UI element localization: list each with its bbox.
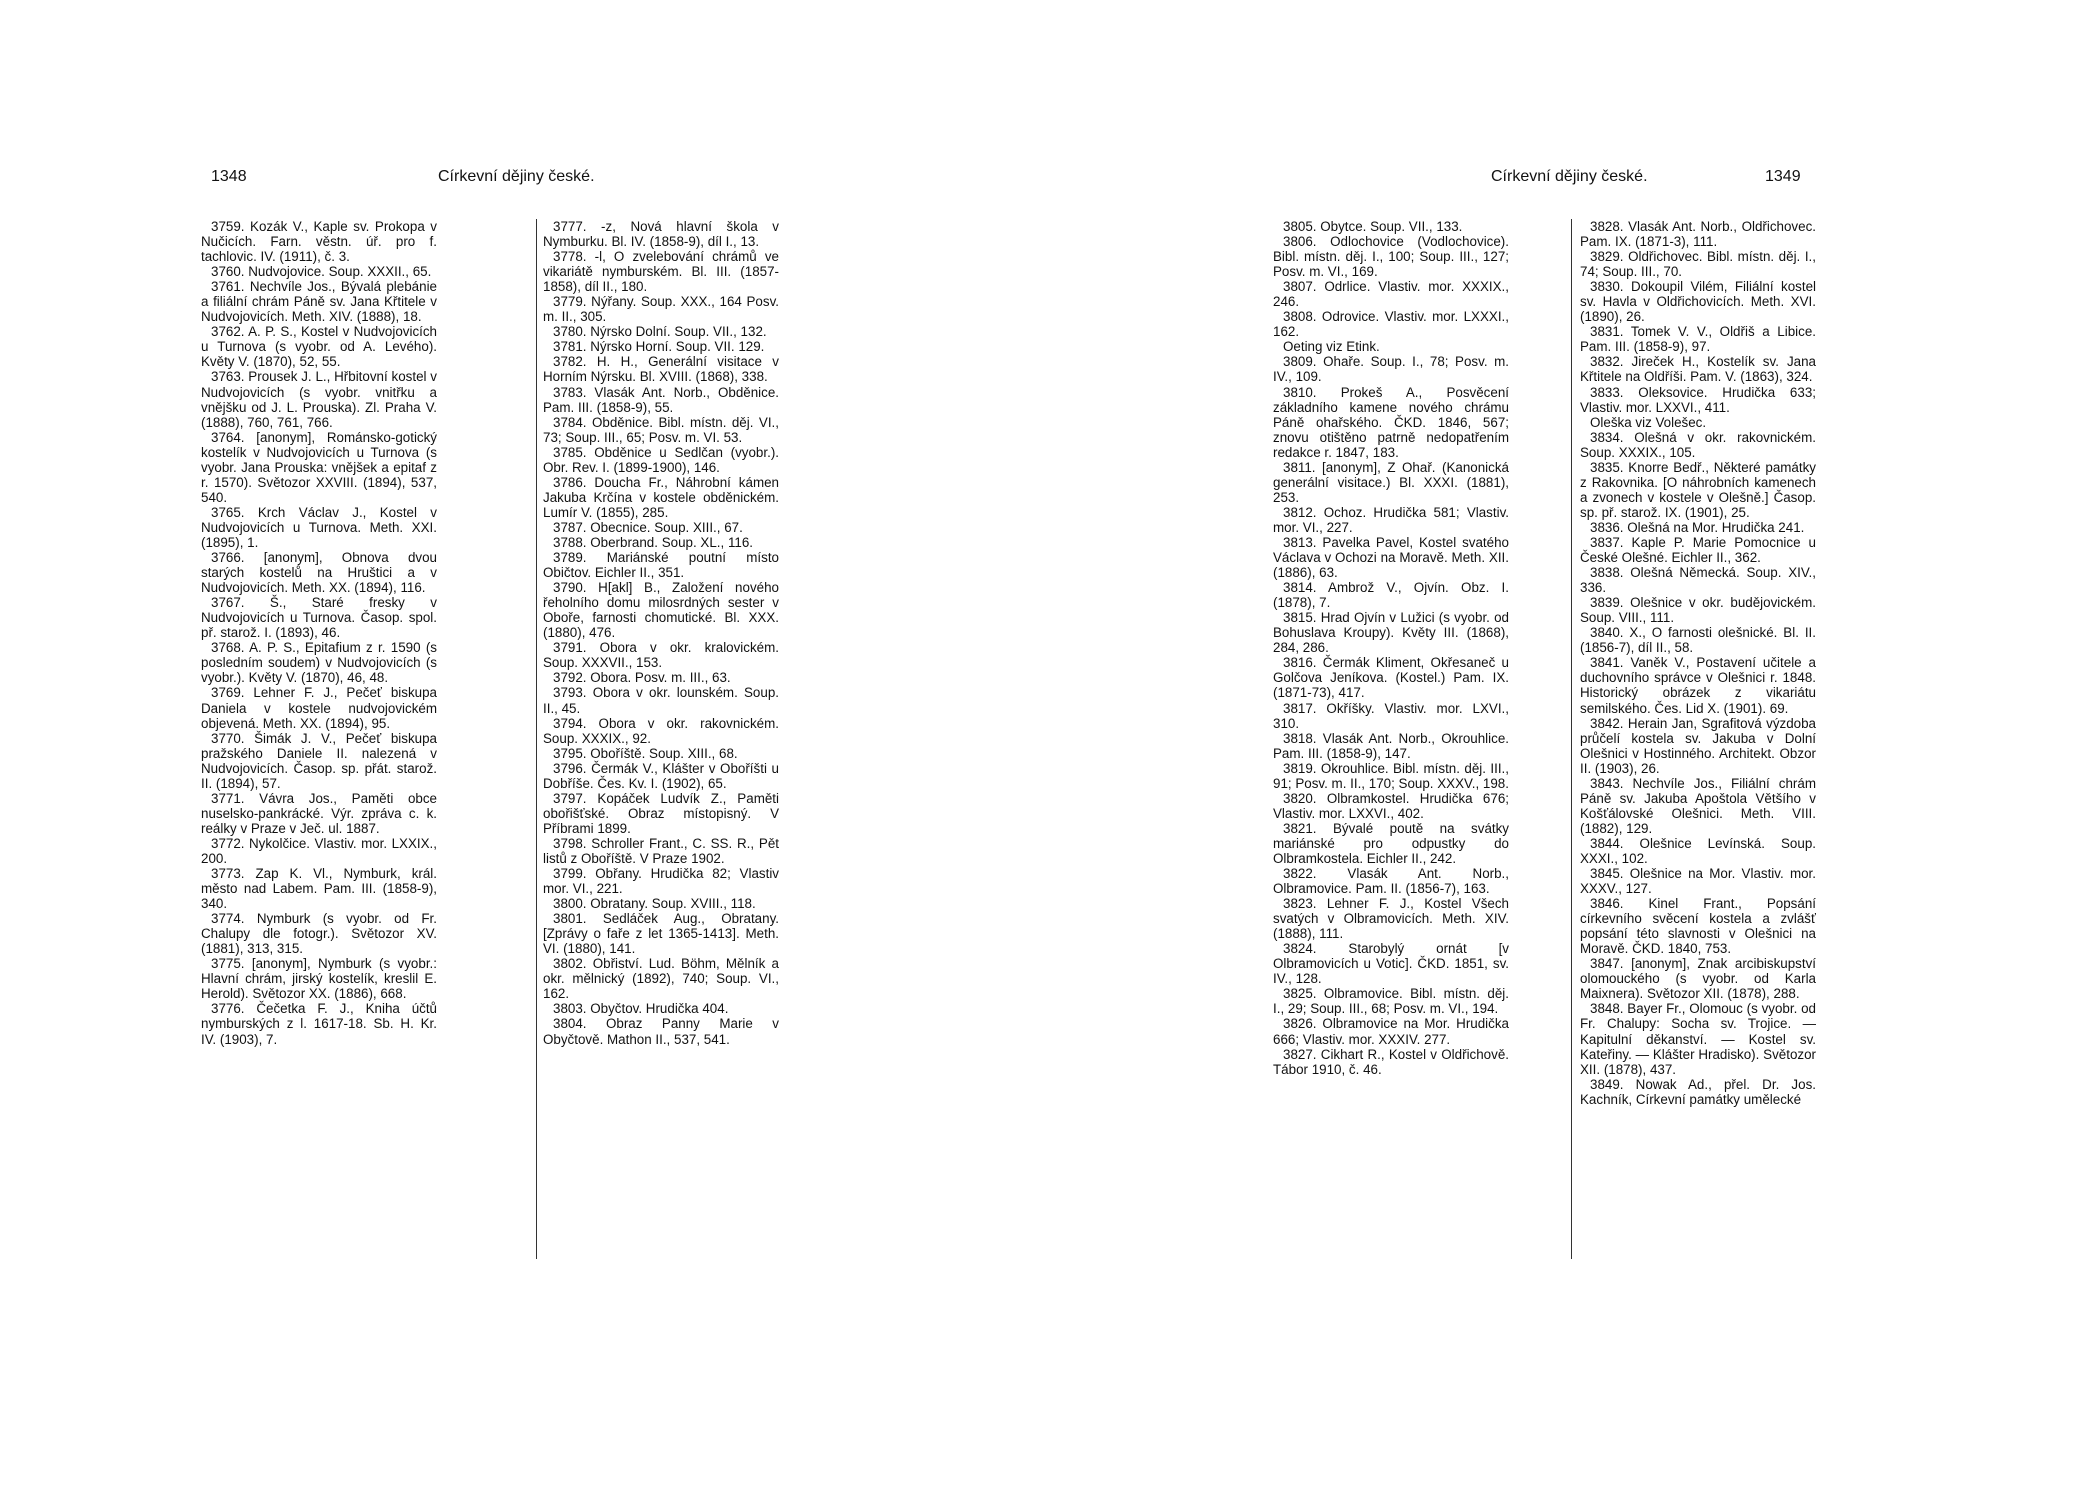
bibliography-entry: 3843. Nechvíle Jos., Filiální chrám Páně sv. Jakuba Apoštola Většího v Košťálovské Olešnici. Meth. VIII. (1882), 129. bbox=[1580, 775, 1816, 836]
bibliography-entry: 3844. Olešnice Levínská. Soup. XXXI., 102. bbox=[1580, 835, 1816, 866]
bibliography-entry: 3784. Obděnice. Bibl. místn. děj. VI., 73; Soup. III., 65; Posv. m. VI. 53. bbox=[543, 414, 779, 445]
bibliography-entry: 3832. Jireček H., Kostelík sv. Jana Křtitele na Oldříši. Pam. V. (1863), 324. bbox=[1580, 354, 1816, 385]
bibliography-entry: 3768. A. P. S., Epitafium z r. 1590 (s posledním soudem) v Nudvojovicích (s vyobr.). Květy V. (1870), 46, 48. bbox=[201, 640, 437, 686]
bibliography-entry: 3834. Olešná v okr. rakovnickém. Soup. XXXIX., 105. bbox=[1580, 429, 1816, 460]
bibliography-entry: 3797. Kopáček Ludvík Z., Paměti obořišťské. Obraz místopisný. V Příbrami 1899. bbox=[543, 790, 779, 836]
right-column-divider bbox=[1571, 219, 1572, 1259]
right-column-1 bbox=[1273, 219, 1509, 1259]
bibliography-entry: 3778. -l, O zvelebování chrámů ve vikariátě nymburském. Bl. III. (1857-1858), díl II., 180. bbox=[543, 249, 779, 295]
right-page bbox=[1048, 0, 2096, 1500]
bibliography-entry: 3792. Obora. Posv. m. III., 63. bbox=[553, 670, 731, 686]
bibliography-entry: 3838. Olešná Německá. Soup. XIV., 336. bbox=[1580, 565, 1816, 596]
left-page-number: 1348 bbox=[211, 168, 247, 185]
bibliography-entry: 3776. Čečetka F. J., Kniha účtů nymburských z l. 1617-18. Sb. H. Kr. IV. (1903), 7. bbox=[201, 1001, 437, 1047]
bibliography-entry: 3827. Cikhart R., Kostel v Oldřichově. Tábor 1910, č. 46. bbox=[1273, 1046, 1509, 1077]
bibliography-entry: 3765. Krch Václav J., Kostel v Nudvojovicích u Turnova. Meth. XXI. (1895), 1. bbox=[201, 504, 437, 550]
bibliography-entry: 3796. Čermák V., Klášter v Oboříšti u Dobříše. Čes. Kv. I. (1902), 65. bbox=[543, 760, 779, 791]
bibliography-entry: 3761. Nechvíle Jos., Bývalá plebánie a filiální chrám Páně sv. Jana Křtitele v Nudvojovicích. Meth. XIV. (1888), 18. bbox=[201, 279, 437, 325]
bibliography-entry: 3780. Nýrsko Dolní. Soup. VII., 132. bbox=[553, 324, 767, 340]
bibliography-entry: 3772. Nykolčice. Vlastiv. mor. LXXIX., 200. bbox=[201, 835, 437, 866]
bibliography-entry: 3831. Tomek V. V., Oldřiš a Libice. Pam. III. (1858-9), 97. bbox=[1580, 324, 1816, 355]
bibliography-entry: 3816. Čermák Kliment, Okřesaneč u Golčova Jeníkova. (Kostel.) Pam. IX. (1871-73), 417. bbox=[1273, 655, 1509, 701]
right-page-number: 1349 bbox=[1765, 168, 1801, 185]
bibliography-entry: 3806. Odlochovice (Vodlochovice). Bibl. místn. děj. I., 100; Soup. III., 127; Posv. m. VI., 169. bbox=[1273, 234, 1509, 280]
bibliography-entry: 3773. Zap K. Vl., Nymburk, král. město nad Labem. Pam. III. (1858-9), 340. bbox=[201, 866, 437, 912]
bibliography-entry: 3819. Okrouhlice. Bibl. místn. děj. III., 91; Posv. m. II., 170; Soup. XXXV., 198. bbox=[1273, 760, 1509, 791]
bibliography-entry: 3766. [anonym], Obnova dvou starých kostelů na Hruštici a v Nudvojovicích. Meth. XX. (1894), 116. bbox=[201, 550, 437, 596]
bibliography-entry: 3835. Knorre Bedř., Některé památky z Rakovnika. [O náhrobních kamenech a zvonech v kostele v Olešně.] Časop. sp. př. starož. IX. (1901), 25. bbox=[1580, 459, 1816, 520]
bibliography-entry: 3813. Pavelka Pavel, Kostel svatého Václava v Ochozi na Moravě. Meth. XII. (1886), 63. bbox=[1273, 534, 1509, 581]
bibliography-entry: 3829. Oldřichovec. Bibl. místn. děj. I., 74; Soup. III., 70. bbox=[1580, 249, 1816, 280]
bibliography-entry: 3779. Nýřany. Soup. XXX., 164 Posv. m. II., 305. bbox=[543, 294, 779, 325]
bibliography-entry: Oeting viz Etink. bbox=[1283, 339, 1380, 355]
bibliography-entry: 3771. Vávra Jos., Paměti obce nuselsko-pankrácké. Výr. zpráva c. k. reálky v Praze v Ječ. ul. 1887. bbox=[201, 790, 437, 836]
bibliography-entry: 3799. Obřany. Hrudička 82; Vlastiv mor. VI., 221. bbox=[543, 866, 779, 897]
left-column-1 bbox=[201, 219, 437, 1259]
bibliography-entry: 3830. Dokoupil Vilém, Filiální kostel sv. Havla v Oldřichovicích. Meth. XVI. (1890), 26. bbox=[1580, 279, 1816, 325]
bibliography-entry: 3823. Lehner F. J., Kostel Všech svatých v Olbramovicích. Meth. XIV. (1888), 111. bbox=[1273, 896, 1509, 942]
bibliography-entry: 3815. Hrad Ojvín v Lužici (s vyobr. od Bohuslava Kroupy). Květy III. (1868), 284, 286. bbox=[1273, 610, 1509, 656]
left-column-divider bbox=[536, 219, 537, 1259]
bibliography-entry: 3836. Olešná na Mor. Hrudička 241. bbox=[1590, 519, 1805, 535]
bibliography-entry: 3805. Obytce. Soup. VII., 133. bbox=[1283, 219, 1463, 234]
bibliography-entry: 3822. Vlasák Ant. Norb., Olbramovice. Pam. II. (1856-7), 163. bbox=[1273, 866, 1509, 897]
bibliography-entry: 3787. Obecnice. Soup. XIII., 67. bbox=[553, 519, 743, 535]
bibliography-entry: 3801. Sedláček Aug., Obratany. [Zprávy o faře z let 1365-1413]. Meth. VI. (1880), 141. bbox=[543, 911, 779, 957]
bibliography-entry: 3777. -z, Nová hlavní škola v Nymburku. Bl. IV. (1858-9), díl I., 13. bbox=[543, 219, 779, 250]
bibliography-entry: 3798. Schroller Frant., C. SS. R., Pět listů z Oboříště. V Praze 1902. bbox=[543, 835, 779, 866]
bibliography-entry: 3812. Ochoz. Hrudička 581; Vlastiv. mor. VI., 227. bbox=[1273, 504, 1509, 535]
bibliography-entry: 3833. Oleksovice. Hrudička 633; Vlastiv. mor. LXXVI., 411. bbox=[1580, 384, 1816, 415]
bibliography-entry: 3775. [anonym], Nymburk (s vyobr.: Hlavní chrám, jirský kostelík, kreslil E. Herold). Světozor XX. (1886), 668. bbox=[201, 956, 437, 1002]
bibliography-entry: 3793. Obora v okr. lounském. Soup. II., 45. bbox=[543, 685, 779, 716]
bibliography-entry: 3800. Obratany. Soup. XVIII., 118. bbox=[553, 896, 756, 912]
right-running-title: Církevní dějiny české. bbox=[1491, 168, 1648, 185]
bibliography-entry: 3845. Olešnice na Mor. Vlastiv. mor. XXXV., 127. bbox=[1580, 866, 1816, 897]
bibliography-entry: 3774. Nymburk (s vyobr. od Fr. Chalupy dle fotogr.). Světozor XV. (1881), 313, 315. bbox=[201, 911, 437, 957]
bibliography-entry: 3820. Olbramkostel. Hrudička 676; Vlastiv. mor. LXXVI., 402. bbox=[1273, 790, 1509, 821]
bibliography-entry: 3821. Bývalé poutě na svátky mariánské pro odpustky do Olbramkostela. Eichler II., 242. bbox=[1273, 820, 1509, 866]
bibliography-entry: 3795. Oboříště. Soup. XIII., 68. bbox=[553, 745, 738, 761]
bibliography-entry: 3763. Prousek J. L., Hřbitovní kostel v Nudvojovicích (s vyobr. vnitřku a vnějšku od J. L. Prouska). Zl. Praha V. (1888), 760, 761, 766. bbox=[201, 369, 437, 430]
bibliography-entry: 3849. Nowak Ad., přel. Dr. Jos. Kachník, Církevní památky umělecké bbox=[1580, 1076, 1816, 1107]
bibliography-entry: 3809. Ohaře. Soup. I., 78; Posv. m. IV., 109. bbox=[1273, 354, 1509, 385]
right-column-2 bbox=[1580, 219, 1816, 1259]
bibliography-entry: 3848. Bayer Fr., Olomouc (s vyobr. od Fr. Chalupy: Socha sv. Trojice. — Kapitulní děkanství. — Kostel sv. Kateřiny. — Klášter Hradisko). Světozor XII. (1878), 437. bbox=[1580, 1001, 1816, 1077]
bibliography-entry: 3802. Obřiství. Lud. Böhm, Mělník a okr. mělnický (1892), 740; Soup. VI., 162. bbox=[543, 956, 779, 1002]
bibliography-entry: 3828. Vlasák Ant. Norb., Oldřichovec. Pam. IX. (1871-3), 111. bbox=[1580, 219, 1816, 250]
bibliography-entry: 3840. X., O farnosti olešnické. Bl. II. (1856-7), díl II., 58. bbox=[1580, 625, 1816, 656]
bibliography-entry: 3767. Š., Staré fresky v Nudvojovicích u Turnova. Časop. spol. př. starož. I. (1893), 46. bbox=[201, 595, 437, 641]
bibliography-entry: 3824. Starobylý ornát [v Olbramovicích u Votic]. ČKD. 1851, sv. IV., 128. bbox=[1273, 941, 1509, 987]
bibliography-entry: 3811. [anonym], Z Ohař. (Kanonická generální visitace.) Bl. XXXI. (1881), 253. bbox=[1273, 459, 1509, 505]
bibliography-entry: 3841. Vaněk V., Postavení učitele a duchovního správce v Olešnici r. 1848. Historický obrázek z vikariátu semilského. Čes. Lid X. (1901). 69. bbox=[1580, 655, 1816, 716]
bibliography-entry: Oleška viz Volešec. bbox=[1590, 414, 1707, 430]
left-column-2 bbox=[543, 219, 779, 1259]
bibliography-entry: 3826. Olbramovice na Mor. Hrudička 666; Vlastiv. mor. XXXIV. 277. bbox=[1273, 1016, 1509, 1047]
bibliography-entry: 3791. Obora v okr. kralovickém. Soup. XXXVII., 153. bbox=[543, 640, 779, 671]
bibliography-entry: 3842. Herain Jan, Sgrafitová výzdoba průčelí kostela sv. Jakuba v Dolní Olešnici v Hostinného. Architekt. Obzor II. (1903), 26. bbox=[1580, 715, 1816, 776]
bibliography-entry: 3794. Obora v okr. rakovnickém. Soup. XXXIX., 92. bbox=[543, 715, 779, 746]
bibliography-entry: 3817. Okříšky. Vlastiv. mor. LXVI., 310. bbox=[1273, 700, 1509, 731]
bibliography-entry: 3770. Šimák J. V., Pečeť biskupa pražského Daniele II. nalezená v Nudvojovicích. Časop. sp. přát. starož. II. (1894), 57. bbox=[201, 730, 437, 791]
bibliography-entry: 3762. A. P. S., Kostel v Nudvojovicích u Turnova (s vyobr. od A. Levého). Květy V. (1870), 52, 55. bbox=[201, 324, 437, 370]
bibliography-entry: 3786. Doucha Fr., Náhrobní kámen Jakuba Krčína v kostele obděnickém. Lumír V. (1855), 285. bbox=[543, 474, 779, 520]
bibliography-entry: 3810. Prokeš A., Posvěcení základního kamene nového chrámu Páně ohařského. ČKD. 1846, 567; znovu otištěno patrně nedopatřením redakce r. 1847, 183. bbox=[1273, 384, 1509, 460]
bibliography-entry: 3785. Obděnice u Sedlčan (vyobr.). Obr. Rev. I. (1899-1900), 146. bbox=[543, 444, 779, 475]
bibliography-entry: 3825. Olbramovice. Bibl. místn. děj. I., 29; Soup. III., 68; Posv. m. VI., 194. bbox=[1273, 986, 1509, 1017]
bibliography-entry: 3764. [anonym], Románsko-gotický kostelík v Nudvojovicích u Turnova (s vyobr. Jana Prouska: vnějšek a epitaf z r. 1570). Světozor XXVIII. (1894), 537, 540. bbox=[201, 429, 437, 505]
bibliography-entry: 3847. [anonym], Znak arcibiskupství olomouckého (s vyobr. od Karla Maixnera). Světozor XII. (1878), 288. bbox=[1580, 956, 1816, 1002]
bibliography-entry: 3839. Olešnice v okr. budějovickém. Soup. VIII., 111. bbox=[1580, 595, 1816, 626]
bibliography-entry: 3804. Obraz Panny Marie v Obyčtově. Mathon II., 537, 541. bbox=[543, 1016, 779, 1047]
bibliography-entry: 3783. Vlasák Ant. Norb., Obděnice. Pam. III. (1858-9), 55. bbox=[543, 384, 779, 415]
bibliography-entry: 3760. Nudvojovice. Soup. XXXII., 65. bbox=[211, 264, 432, 280]
bibliography-entry: 3790. H[akl] B., Založení nového řeholního domu milosrdných sester v Oboře, farnosti chomutické. Bl. XXX. (1880), 476. bbox=[543, 580, 779, 641]
bibliography-entry: 3759. Kozák V., Kaple sv. Prokopa v Nučicích. Farn. věstn. úř. pro f. tachlovic. IV. (1911), č. 3. bbox=[201, 219, 437, 265]
bibliography-entry: 3803. Obyčtov. Hrudička 404. bbox=[553, 1001, 729, 1017]
bibliography-entry: 3789. Mariánské poutní místo Običtov. Eichler II., 351. bbox=[543, 550, 779, 581]
bibliography-entry: 3808. Odrovice. Vlastiv. mor. LXXXI., 162. bbox=[1273, 309, 1509, 340]
bibliography-entry: 3818. Vlasák Ant. Norb., Okrouhlice. Pam. III. (1858-9), 147. bbox=[1273, 730, 1509, 761]
bibliography-entry: 3807. Odrlice. Vlastiv. mor. XXXIX., 246. bbox=[1273, 279, 1509, 310]
bibliography-entry: 3837. Kaple P. Marie Pomocnice u České Olešné. Eichler II., 362. bbox=[1580, 534, 1816, 566]
left-running-title: Církevní dějiny české. bbox=[438, 168, 595, 185]
bibliography-entry: 3769. Lehner F. J., Pečeť biskupa Daniela v kostele nudvojovickém objevená. Meth. XX. (1894), 95. bbox=[201, 685, 437, 731]
bibliography-entry: 3781. Nýrsko Horní. Soup. VII. 129. bbox=[553, 339, 765, 355]
bibliography-entry: 3788. Oberbrand. Soup. XL., 116. bbox=[553, 534, 754, 550]
bibliography-entry: 3814. Ambrož V., Ojvín. Obz. I. (1878), 7. bbox=[1273, 580, 1509, 611]
bibliography-entry: 3846. Kinel Frant., Popsání církevního svěcení kostela a zvlášť popsání této slavnosti v Olešnici na Moravě. ČKD. 1840, 753. bbox=[1580, 896, 1816, 957]
bibliography-entry: 3782. H. H., Generální visitace v Horním Nýrsku. Bl. XVIII. (1868), 338. bbox=[543, 354, 779, 385]
